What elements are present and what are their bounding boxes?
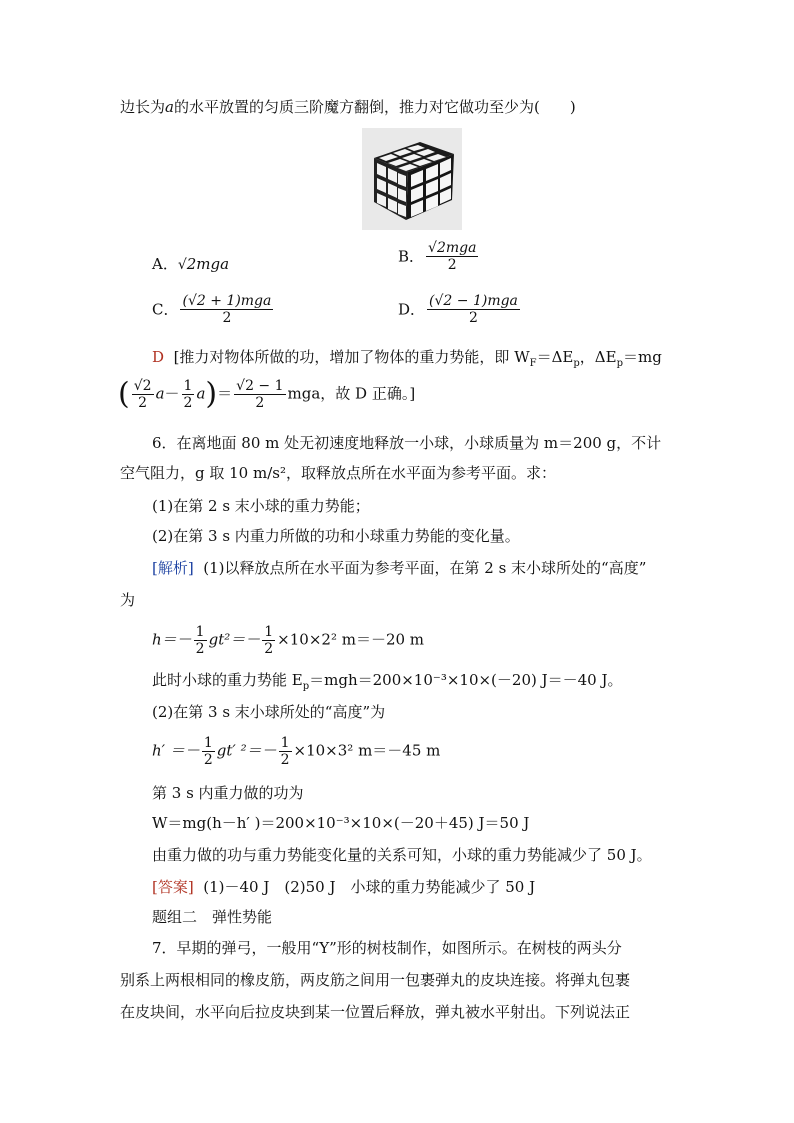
q7-line1: 7．早期的弹弓，一般用“Y”形的树枝制作，如图所示。在树枝的两头分: [152, 939, 622, 957]
q6-stem-1: 6．在离地面 80 m 处无初速度地释放一小球，小球质量为 m＝200 g，不计: [152, 434, 662, 452]
answer-letter: D: [152, 348, 165, 366]
q6-eq-h2: h′ ＝－ $\frac{1}{2}$ gt′ ²＝－ $\frac{1}{2}$ ×10×3² m＝－45 m: [152, 735, 441, 768]
q6-work-head: 第 3 s 内重力做的功为: [152, 784, 304, 802]
option-d: D． $\frac{\text{(√2 − 1)mga}}{2}$: [398, 293, 518, 326]
section-heading: 题组二 弹性势能: [152, 908, 273, 926]
q6-ep-line: 此时小球的重力势能 $E_p=mgh=200\times 10^{-3}\times 10\times(-20)$ J＝－40 J。: [152, 671, 623, 692]
q6-jiexi-line-b: 为: [120, 591, 136, 609]
q6-answer-line: [答案] (1)－40 J (2)50 J 小球的重力势能减少了 50 J: [152, 878, 536, 896]
q6-work-eq: W＝mg(h－h′ )＝200×10⁻³×10×(－20＋45) J＝50 J: [152, 814, 530, 832]
option-c: C． $\frac{\text{(√2 + 1)mga}}{2}$: [152, 293, 272, 326]
q7-line2: 别系上两根相同的橡皮筋，两皮筋之间用一包裹弹丸的皮块连接。将弹丸包裹: [120, 971, 631, 989]
q5-stem: 边长为a的水平放置的匀质三阶魔方翻倒，推力对它做功至少为( ): [120, 98, 576, 116]
q6-jiexi-line: [解析] (1)以释放点所在水平面为参考平面，在第 2 s 末小球所处的“高度”: [152, 559, 647, 577]
q5-explanation-line1: D [推力对物体所做的功，增加了物体的重力势能，即 $W_F=\Delta E_p$，$\Delta E_p=mg$: [152, 348, 662, 369]
rubiks-cube-image: [362, 128, 462, 230]
jiexi-tag: [解析]: [152, 559, 194, 577]
option-b: B． $\frac{\text{√2mga}}{2}$: [398, 240, 477, 273]
q6-stem-2: 空气阻力，g 取 10 m/s²，取释放点所在水平面为参考平面。求：: [120, 464, 556, 482]
answer-tag: [答案]: [152, 878, 194, 896]
q5-explanation-line2: ( $\frac{√2}{2}$ a－ $\frac{1}{2}$ a)＝ $\frac{√2 - 1}{2}$ mga，故 D 正确。]: [118, 376, 416, 412]
q7-line3: 在皮块间，水平向后拉皮块到某一位置后释放，弹丸被水平射出。下列说法正: [120, 1003, 631, 1021]
option-a: A．√2mga: [152, 255, 230, 273]
q6-part2-head: (2)在第 3 s 末小球所处的“高度”为: [152, 703, 386, 721]
q6-part1: (1)在第 2 s 末小球的重力势能；: [152, 497, 370, 515]
q6-conclusion: 由重力做的功与重力势能变化量的关系可知，小球的重力势能减少了 50 J。: [152, 846, 652, 864]
q6-eq-h: h＝－ $\frac{1}{2}$ gt²＝－ $\frac{1}{2}$ ×10×2² m＝－20 m: [152, 624, 425, 657]
q6-part2: (2)在第 3 s 内重力所做的功和小球重力势能的变化量。: [152, 527, 520, 545]
